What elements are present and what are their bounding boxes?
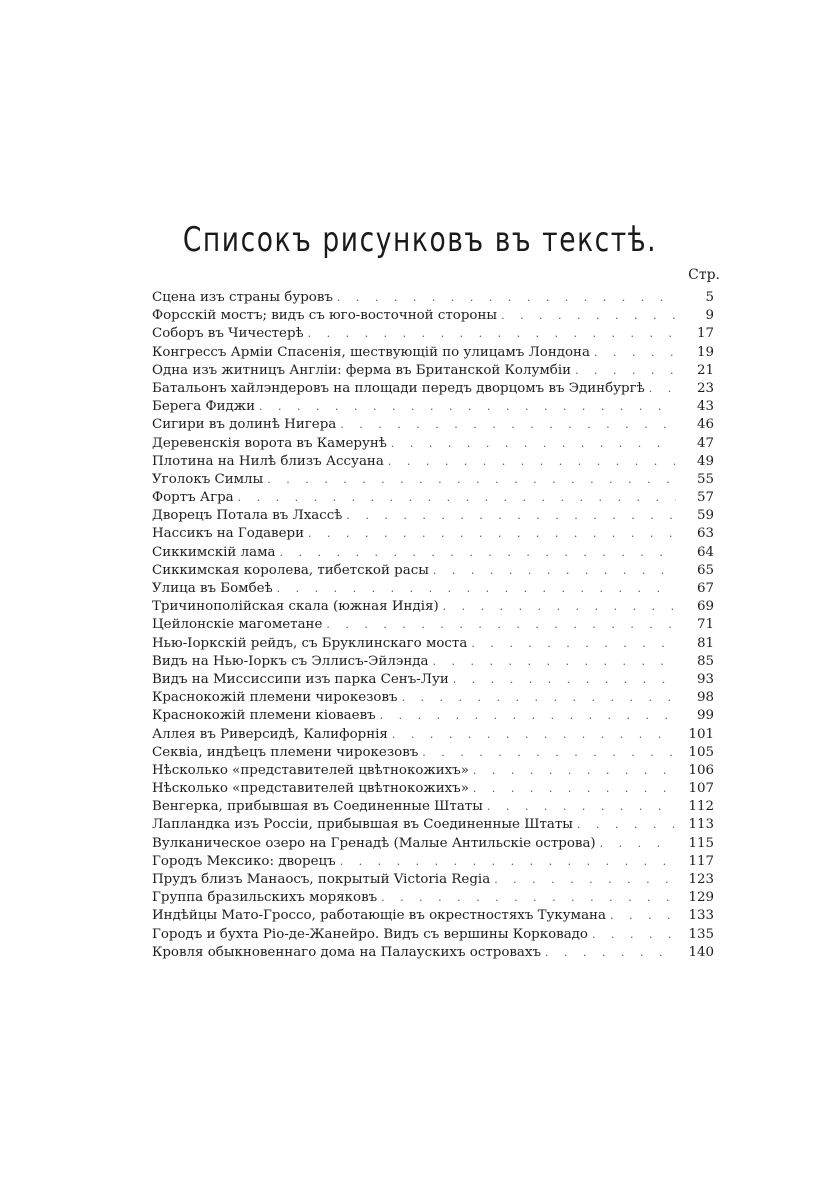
toc-entry	[152, 453, 714, 471]
toc-entry-title: Одна изъ житницъ Англіи: ферма въ Британской Колумбіи	[152, 362, 572, 378]
toc-entry-title: Аллея въ Риверсидѣ, Калифорнія	[152, 726, 388, 742]
toc-leader-dots	[380, 707, 676, 725]
toc-leader-dots	[501, 307, 676, 325]
toc-entry-title: Городъ и бухта Ріо-де-Жанейро. Видъ съ вершины Корковадо	[152, 926, 588, 942]
toc-entry-page: 133	[688, 908, 714, 924]
toc-entry-page: 117	[688, 853, 714, 869]
toc-entry-page: 135	[688, 926, 714, 942]
toc-entry-title: Тричинополійская скала (южная Индія)	[152, 599, 439, 615]
toc-entry	[152, 798, 714, 816]
toc-entry-page: 46	[696, 417, 714, 433]
page-column-header: Стр.	[688, 267, 720, 283]
toc-entry-page: 67	[696, 581, 714, 596]
toc-entry	[152, 325, 714, 343]
toc-entry-title: Нѣсколько «представителей цвѣтнокожихъ»	[152, 762, 469, 778]
toc-leader-dots	[259, 398, 676, 416]
toc-entry-title: Лапландка изъ Россіи, прибывшая въ Соединенные Штаты	[152, 817, 573, 833]
toc-entry-title: Видъ на Миссиссипи изъ парка Сенъ-Луи	[152, 671, 449, 687]
toc-entry-title: Форсскій мостъ; видъ съ юго-восточной стороны	[152, 308, 498, 324]
toc-entry	[152, 762, 714, 780]
toc-leader-dots	[487, 798, 676, 816]
toc-entry	[152, 653, 714, 671]
toc-leader-dots	[473, 780, 676, 798]
toc-entry	[152, 726, 714, 744]
toc-leader-dots	[649, 380, 676, 398]
toc-leader-dots	[392, 726, 676, 744]
toc-entry-title: Нѣсколько «представителей цвѣтнокожихъ»	[152, 781, 469, 797]
toc-entry-title: Городъ Мексико: дворецъ	[152, 853, 336, 869]
toc-entry-page: 49	[696, 453, 714, 469]
toc-entry	[152, 853, 714, 871]
toc-leader-dots	[337, 289, 676, 307]
toc-leader-dots	[391, 435, 676, 453]
toc-entry-title: Дворецъ Потала въ Лхассѣ	[152, 508, 343, 524]
toc-entry-title: Сиккимская королева, тибетской расы	[152, 562, 429, 578]
toc-entry-page: 64	[696, 544, 714, 560]
toc-leader-dots	[610, 907, 676, 925]
toc-entry	[152, 635, 714, 653]
toc-entry-title: Цейлонскіе магометане	[152, 617, 323, 633]
toc-leader-dots	[346, 507, 676, 525]
toc-leader-dots	[592, 926, 676, 944]
toc-entry-title: Нассикъ на Годавери	[152, 526, 305, 542]
toc-entry	[152, 780, 714, 798]
toc-leader-dots	[308, 525, 676, 543]
toc-entry-page: 115	[688, 835, 714, 851]
toc-leader-dots	[473, 762, 676, 780]
toc-entry-page: 81	[696, 635, 714, 651]
toc-entry-page: 93	[696, 671, 714, 687]
toc-entry-page: 55	[696, 471, 714, 487]
toc-leader-dots	[381, 889, 676, 907]
toc-leader-dots	[238, 489, 676, 507]
toc-leader-dots	[433, 653, 676, 671]
toc-entry-page: 23	[696, 380, 714, 396]
toc-leader-dots	[267, 471, 676, 489]
toc-entry-page: 21	[696, 362, 714, 378]
toc-leader-dots	[453, 671, 676, 689]
toc-entry-page: 85	[696, 653, 714, 669]
toc-leader-dots	[279, 544, 676, 562]
toc-entry-page: 9	[705, 308, 714, 324]
toc-entry-page: 65	[696, 562, 714, 578]
toc-leader-dots	[402, 689, 676, 707]
toc-entry	[152, 707, 714, 725]
toc-entry-title: Берега Фиджи	[152, 399, 256, 415]
toc-entry-title: Соборъ въ Чичестерѣ	[152, 326, 304, 342]
toc-entry-title: Вулканическое озеро на Гренадѣ (Малые Антильскіе острова)	[152, 835, 596, 851]
toc-entry-page: 107	[688, 781, 714, 797]
toc-entry-page: 17	[696, 326, 714, 342]
toc-leader-dots	[600, 835, 676, 853]
toc-entry	[152, 598, 714, 616]
toc-entry-title: Сиккимскій лама	[152, 544, 276, 560]
toc-leader-dots	[577, 816, 676, 834]
toc-leader-dots	[388, 453, 676, 471]
toc-entry	[152, 489, 714, 507]
toc-leader-dots	[433, 562, 676, 580]
toc-entry	[152, 544, 714, 562]
toc-entry	[152, 835, 714, 853]
toc-entry	[152, 907, 714, 925]
toc-entry	[152, 435, 714, 453]
toc-entry-title: Краснокожій племени чирокезовъ	[152, 690, 398, 706]
toc-entry-page: 105	[688, 744, 714, 760]
toc-entry	[152, 307, 714, 325]
toc-entry-title: Фортъ Агра	[152, 490, 234, 506]
toc-leader-dots	[340, 416, 676, 434]
toc-entry	[152, 889, 714, 907]
toc-entry	[152, 671, 714, 689]
toc-entry-page: 71	[696, 617, 714, 633]
toc-leader-dots	[594, 344, 676, 362]
toc-leader-dots	[494, 871, 676, 889]
toc-entry-page: 112	[688, 799, 714, 815]
toc-entry	[152, 525, 714, 543]
toc-entry	[152, 362, 714, 380]
toc-entry-title: Плотина на Нилѣ близъ Ассуана	[152, 453, 384, 469]
toc-entry-title: Индѣйцы Мато-Гроссо, работающіе въ окрестностяхъ Тукумана	[152, 908, 606, 924]
toc-entry-page: 129	[688, 890, 714, 906]
toc-entry-page: 98	[696, 690, 714, 706]
toc-entry-page: 106	[688, 762, 714, 778]
toc-entry	[152, 398, 714, 416]
toc-entry	[152, 580, 714, 598]
toc-entry-title: Краснокожій племени кіоваевъ	[152, 708, 376, 724]
toc-entry-page: 69	[696, 599, 714, 615]
toc-entry	[152, 689, 714, 707]
toc-entry-title: Нью-Іоркскій рейдъ, съ Бруклинскаго моста	[152, 635, 468, 651]
toc-entry-title: Улица въ Бомбеѣ	[152, 581, 273, 596]
toc-entry-page: 113	[688, 817, 714, 833]
toc-entry-title: Секвіа, индѣецъ племени чирокезовъ	[152, 744, 419, 760]
toc-entry-title: Уголокъ Симлы	[152, 471, 264, 487]
toc-entry-page: 57	[696, 490, 714, 506]
toc-entry	[152, 616, 714, 634]
toc-entry-title: Конгрессъ Арміи Спасенія, шествующій по улицамъ Лондона	[152, 344, 590, 360]
toc-entry-title: Видъ на Нью-Іоркъ съ Эллисъ-Эйлэнда	[152, 653, 429, 669]
toc-entry	[152, 944, 714, 962]
toc-entry-page: 99	[696, 708, 714, 724]
page-title: Списокъ рисунковъ въ текстѣ.	[182, 220, 658, 260]
toc-entry	[152, 926, 714, 944]
toc-entry	[152, 471, 714, 489]
toc-entry-page: 5	[705, 290, 714, 305]
toc-leader-dots	[471, 635, 676, 653]
toc-leader-dots	[443, 598, 676, 616]
toc-entry	[152, 289, 714, 307]
toc-entry-title: Деревенскія ворота въ Камерунѣ	[152, 435, 387, 451]
toc-entry-page: 63	[696, 526, 714, 542]
toc-entry-page: 123	[688, 872, 714, 887]
toc-entry-page: 140	[688, 944, 714, 960]
toc-entry-title: Прудъ близъ Манаосъ, покрытый Victoria Regia	[152, 872, 491, 887]
toc-entry	[152, 744, 714, 762]
toc-entry-title: Группа бразильскихъ моряковъ	[152, 890, 378, 906]
toc-entry-title: Сцена изъ страны буровъ	[152, 290, 333, 305]
toc-leader-dots	[340, 853, 676, 871]
toc-entry-title: Сигири въ долинѣ Нигера	[152, 417, 337, 433]
toc-entry-title: Венгерка, прибывшая въ Соединенные Штаты	[152, 799, 483, 815]
toc-entry-page: 19	[696, 344, 714, 360]
toc-entry	[152, 871, 714, 889]
toc-leader-dots	[326, 616, 676, 634]
toc-leader-dots	[422, 744, 676, 762]
toc-entry	[152, 562, 714, 580]
toc-entry-page: 59	[696, 508, 714, 524]
toc-entry-page: 43	[696, 399, 714, 415]
toc-leader-dots	[575, 362, 676, 380]
toc-entry	[152, 507, 714, 525]
toc-leader-dots	[277, 580, 676, 598]
toc-entry	[152, 344, 714, 362]
toc-entry	[152, 380, 714, 398]
toc-list	[152, 289, 714, 962]
toc-leader-dots	[545, 944, 676, 962]
toc-entry	[152, 416, 714, 434]
toc-entry-title: Батальонъ хайлэндеровъ на площади передъ дворцомъ въ Эдинбургѣ	[152, 380, 645, 396]
toc-entry-page: 47	[696, 435, 714, 451]
toc-leader-dots	[308, 325, 676, 343]
toc-entry-title: Кровля обыкновеннаго дома на Палаускихъ островахъ	[152, 944, 541, 960]
toc-entry	[152, 816, 714, 834]
toc-entry-page: 101	[688, 726, 714, 742]
